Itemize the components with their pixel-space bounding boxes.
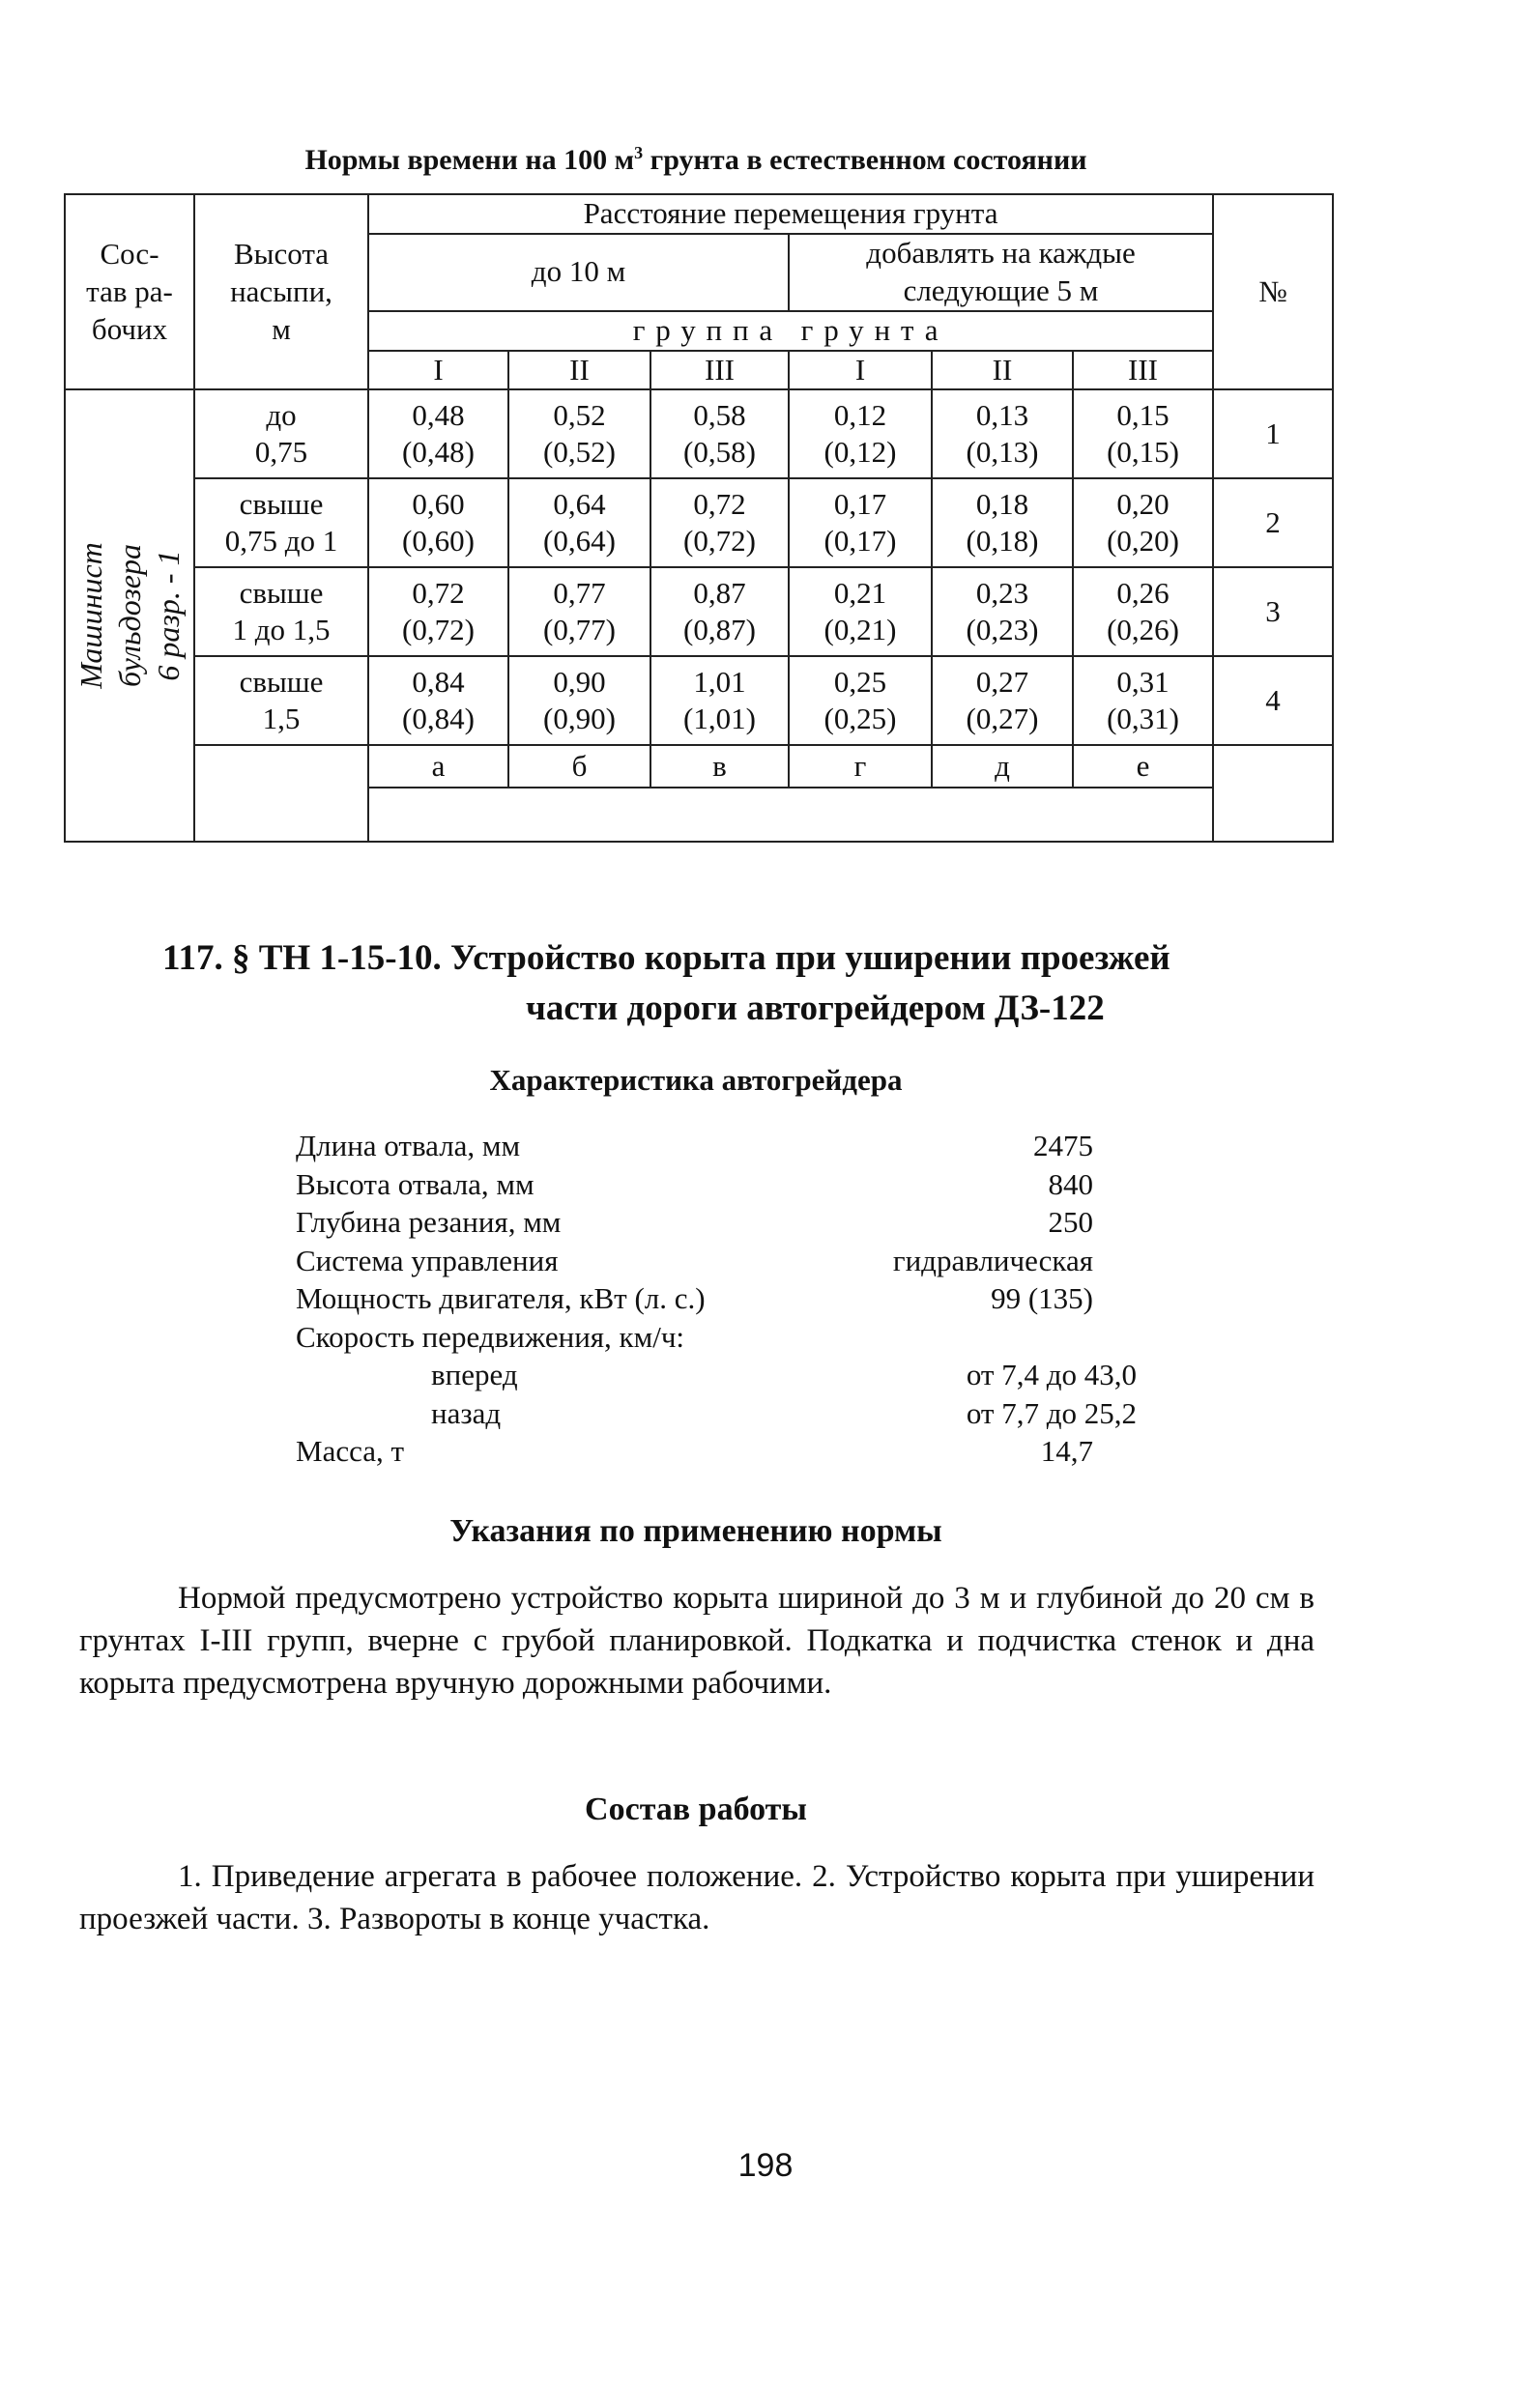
row-number: 1	[1213, 389, 1333, 478]
spec-label: Глубина резания, мм	[296, 1205, 562, 1239]
group-header: III	[650, 351, 789, 390]
spec-row	[296, 1356, 1166, 1394]
spec-value: 840	[1048, 1166, 1093, 1201]
table-title: Нормы времени на 100 $м^3$ грунта в естественном состоянии	[304, 143, 1087, 176]
spec-label: Масса, т	[296, 1434, 405, 1468]
spec-row	[296, 1432, 1166, 1471]
value-cell: 0,87 (0,87)	[650, 567, 789, 656]
spec-label: Скорость передвижения, км/ч:	[296, 1319, 685, 1354]
column-letter: а	[368, 745, 508, 788]
value-cell: 0,64 (0,64)	[508, 478, 650, 567]
header-crew: Сос- тав ра- бочих	[65, 194, 194, 389]
value-cell: 0,20 (0,20)	[1073, 478, 1213, 567]
value-cell: 0,17 (0,17)	[789, 478, 932, 567]
height-cell-empty	[194, 745, 368, 842]
section-title	[0, 933, 1531, 1034]
number-cell-empty	[1213, 745, 1333, 842]
height-cell: до 0,75	[194, 389, 368, 478]
value-cell: 0,21 (0,21)	[789, 567, 932, 656]
spec-label: Высота отвала, мм	[296, 1166, 534, 1201]
section-title-line1: 117. § ТН 1-15-10. Устройство корыта при уширении проезжей	[162, 938, 1170, 978]
row-number: 3	[1213, 567, 1333, 656]
header-number: №	[1213, 194, 1333, 389]
column-letter: г	[789, 745, 932, 788]
column-letter: д	[932, 745, 1073, 788]
column-letters-row	[65, 745, 1333, 788]
header-height: Высота насыпи, м	[194, 194, 368, 389]
value-cell: 0,18 (0,18)	[932, 478, 1073, 567]
spec-label: Система управления	[296, 1243, 559, 1277]
value-cell: 0,72 (0,72)	[650, 478, 789, 567]
spec-value: гидравлическая	[892, 1243, 1093, 1277]
spec-value: 250	[1048, 1205, 1093, 1239]
work-title: Состав работы	[585, 1792, 807, 1827]
table-row	[65, 478, 1333, 567]
value-cell: 0,15 (0,15)	[1073, 389, 1213, 478]
value-cell: 0,90 (0,90)	[508, 656, 650, 745]
spec-value: от 7,4 до 43,0	[966, 1358, 1137, 1391]
group-header: I	[789, 351, 932, 390]
spec-label: Длина отвала, мм	[296, 1129, 521, 1162]
group-header: II	[508, 351, 650, 390]
height-cell: свыше 1 до 1,5	[194, 567, 368, 656]
crew-label: Машинист бульдозера 6 разр. - 1	[73, 542, 186, 690]
value-cell: 0,77 (0,77)	[508, 567, 650, 656]
value-cell: 0,12 (0,12)	[789, 389, 932, 478]
spec-value: 99 (135)	[991, 1281, 1093, 1315]
value-cell: 1,01 (1,01)	[650, 656, 789, 745]
value-cell: 0,48 (0,48)	[368, 389, 508, 478]
usage-paragraph: Нормой предусмотрено устройство корыта шириной до 3 м и глубиной до 20 см в грунтах I-III групп, вчерне с грубой планировкой. Подкатка и подчистка стенок и дна корыта предусмотрена вручную дорожными рабочими.	[79, 1581, 1314, 1701]
spec-value: от 7,7 до 25,2	[966, 1395, 1137, 1430]
spec-label: вперед	[431, 1358, 518, 1391]
empty-bottom-cell	[368, 788, 1213, 842]
spec-value: 14,7	[1040, 1434, 1093, 1468]
value-cell: 0,13 (0,13)	[932, 389, 1073, 478]
value-cell: 0,84 (0,84)	[368, 656, 508, 745]
column-letter: б	[508, 745, 650, 788]
norms-table	[64, 193, 1334, 843]
usage-title: Указания по применению нормы	[449, 1513, 942, 1549]
value-cell: 0,26 (0,26)	[1073, 567, 1213, 656]
section-title-line2: части дороги автогрейдером ДЗ-122	[526, 989, 1105, 1028]
spec-row	[296, 1127, 1166, 1165]
value-cell: 0,25 (0,25)	[789, 656, 932, 745]
crew-cell	[65, 389, 194, 842]
table-row	[65, 389, 1333, 478]
spec-row	[296, 1242, 1166, 1280]
characteristics-list	[296, 1127, 1166, 1471]
header-upto-10m: до 10 м	[368, 234, 789, 311]
value-cell: 0,72 (0,72)	[368, 567, 508, 656]
height-cell: свыше 1,5	[194, 656, 368, 745]
spec-label: назад	[431, 1395, 502, 1430]
spec-row	[296, 1203, 1166, 1242]
group-header: III	[1073, 351, 1213, 390]
header-soil-group: группа грунта	[368, 311, 1213, 351]
table-row	[65, 567, 1333, 656]
value-cell: 0,23 (0,23)	[932, 567, 1073, 656]
column-letter: в	[650, 745, 789, 788]
spec-row	[296, 1279, 1166, 1318]
table-row	[65, 656, 1333, 745]
value-cell: 0,58 (0,58)	[650, 389, 789, 478]
column-letter: е	[1073, 745, 1213, 788]
spec-label: Мощность двигателя, кВт (л. с.)	[296, 1281, 706, 1315]
page-number: 198	[737, 2147, 794, 2184]
value-cell: 0,60 (0,60)	[368, 478, 508, 567]
spec-row	[296, 1165, 1166, 1204]
spec-value: 2475	[1033, 1129, 1093, 1162]
group-header: I	[368, 351, 508, 390]
row-number: 2	[1213, 478, 1333, 567]
spec-row	[296, 1318, 1166, 1357]
value-cell: 0,52 (0,52)	[508, 389, 650, 478]
header-each-5m: добавлять на каждые следующие 5 м	[789, 234, 1213, 311]
work-paragraph: 1. Приведение агрегата в рабочее положение. 2. Устройство корыта при уширении проезжей части. 3. Развороты в конце участка.	[79, 1859, 1314, 1936]
group-header: II	[932, 351, 1073, 390]
value-cell: 0,31 (0,31)	[1073, 656, 1213, 745]
height-cell: свыше 0,75 до 1	[194, 478, 368, 567]
value-cell: 0,27 (0,27)	[932, 656, 1073, 745]
row-number: 4	[1213, 656, 1333, 745]
characteristics-title: Характеристика автогрейдера	[489, 1063, 903, 1097]
spec-row	[296, 1394, 1166, 1433]
header-distance: Расстояние перемещения грунта	[368, 194, 1213, 234]
